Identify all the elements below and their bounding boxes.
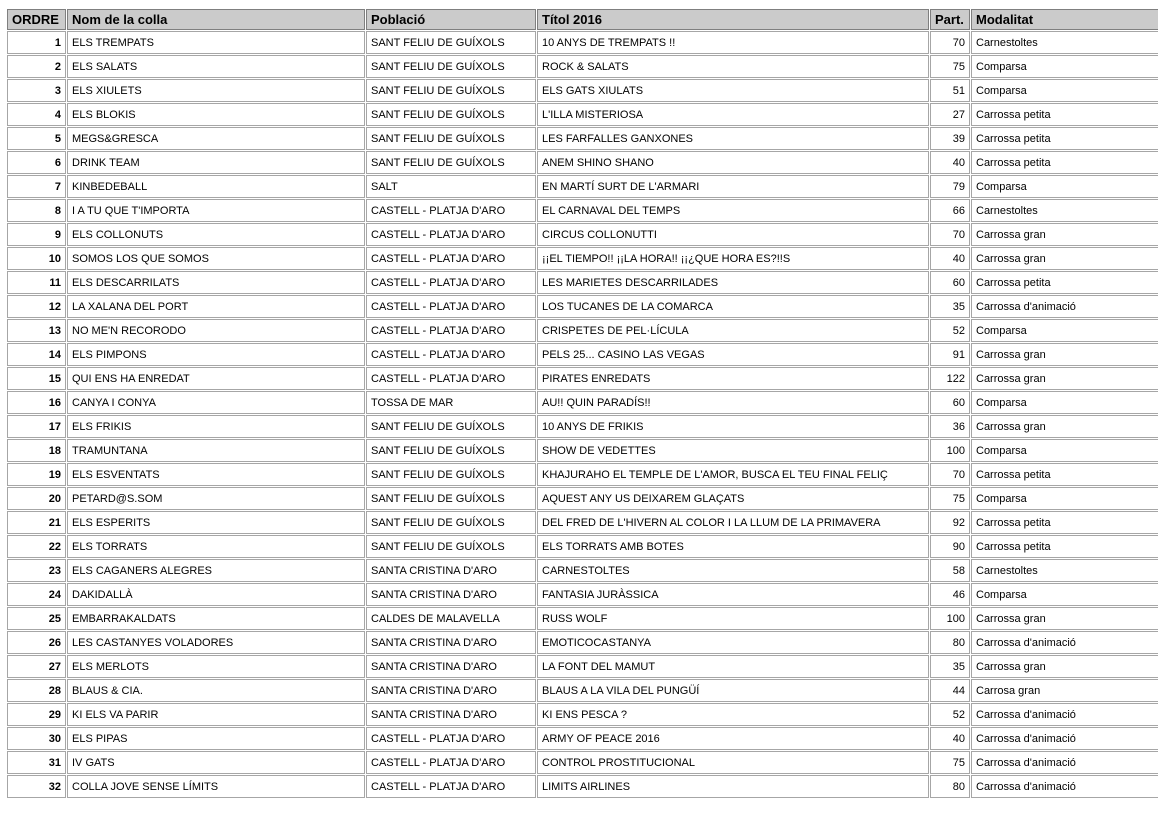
cell-nom: SOMOS LOS QUE SOMOS <box>67 247 365 270</box>
cell-titol: KI ENS PESCA ? <box>537 703 929 726</box>
cell-nom: MEGS&GRESCA <box>67 127 365 150</box>
cell-modalitat: Carnestoltes <box>971 559 1158 582</box>
cell-modalitat: Comparsa <box>971 487 1158 510</box>
cell-ordre: 17 <box>7 415 66 438</box>
cell-part: 58 <box>930 559 970 582</box>
cell-nom: KINBEDEBALL <box>67 175 365 198</box>
cell-modalitat: Comparsa <box>971 319 1158 342</box>
cell-modalitat: Carrossa petita <box>971 511 1158 534</box>
cell-part: 90 <box>930 535 970 558</box>
table-row <box>7 535 1158 558</box>
cell-modalitat: Comparsa <box>971 583 1158 606</box>
cell-modalitat: Carrossa petita <box>971 127 1158 150</box>
cell-nom: LA XALANA DEL PORT <box>67 295 365 318</box>
column-header-poblacio: Població <box>366 9 536 30</box>
cell-modalitat: Carrossa d'animació <box>971 295 1158 318</box>
table-row <box>7 31 1158 54</box>
table-body <box>7 31 1158 798</box>
cell-poblacio: SANT FELIU DE GUÍXOLS <box>366 511 536 534</box>
cell-poblacio: SANT FELIU DE GUÍXOLS <box>366 127 536 150</box>
column-header-ordre: ORDRE <box>7 9 66 30</box>
table-row <box>7 367 1158 390</box>
cell-titol: ARMY OF PEACE 2016 <box>537 727 929 750</box>
table-row <box>7 607 1158 630</box>
cell-modalitat: Comparsa <box>971 79 1158 102</box>
cell-titol: BLAUS A LA VILA DEL PUNGÜÍ <box>537 679 929 702</box>
cell-modalitat: Carrossa gran <box>971 415 1158 438</box>
cell-part: 75 <box>930 487 970 510</box>
cell-ordre: 26 <box>7 631 66 654</box>
cell-ordre: 21 <box>7 511 66 534</box>
cell-modalitat: Comparsa <box>971 175 1158 198</box>
cell-poblacio: SANT FELIU DE GUÍXOLS <box>366 31 536 54</box>
cell-nom: NO ME'N RECORODO <box>67 319 365 342</box>
cell-poblacio: SANT FELIU DE GUÍXOLS <box>366 79 536 102</box>
cell-nom: ELS TORRATS <box>67 535 365 558</box>
cell-modalitat: Carrossa petita <box>971 103 1158 126</box>
table-row <box>7 631 1158 654</box>
cell-modalitat: Carrossa d'animació <box>971 751 1158 774</box>
table-row <box>7 679 1158 702</box>
cell-part: 80 <box>930 631 970 654</box>
cell-titol: EMOTICOCASTANYA <box>537 631 929 654</box>
cell-poblacio: SANTA CRISTINA D'ARO <box>366 583 536 606</box>
table-row <box>7 271 1158 294</box>
cell-titol: LA FONT DEL MAMUT <box>537 655 929 678</box>
cell-titol: AU!! QUIN PARADÍS!! <box>537 391 929 414</box>
cell-nom: ELS COLLONUTS <box>67 223 365 246</box>
cell-modalitat: Carnestoltes <box>971 199 1158 222</box>
cell-poblacio: CASTELL - PLATJA D'ARO <box>366 727 536 750</box>
cell-part: 70 <box>930 31 970 54</box>
cell-ordre: 23 <box>7 559 66 582</box>
cell-titol: CRISPETES DE PEL·LÍCULA <box>537 319 929 342</box>
cell-part: 40 <box>930 247 970 270</box>
table-row <box>7 655 1158 678</box>
cell-modalitat: Carrossa petita <box>971 151 1158 174</box>
cell-ordre: 32 <box>7 775 66 798</box>
table-row <box>7 727 1158 750</box>
cell-modalitat: Carrossa gran <box>971 655 1158 678</box>
cell-poblacio: CASTELL - PLATJA D'ARO <box>366 343 536 366</box>
table-row <box>7 295 1158 318</box>
table-row <box>7 415 1158 438</box>
cell-nom: DAKIDALLÀ <box>67 583 365 606</box>
table-row <box>7 223 1158 246</box>
cell-part: 35 <box>930 295 970 318</box>
cell-ordre: 8 <box>7 199 66 222</box>
cell-poblacio: CASTELL - PLATJA D'ARO <box>366 271 536 294</box>
column-header-modalitat: Modalitat <box>971 9 1158 30</box>
table-row <box>7 583 1158 606</box>
cell-nom: ELS ESVENTATS <box>67 463 365 486</box>
cell-titol: CARNESTOLTES <box>537 559 929 582</box>
cell-ordre: 29 <box>7 703 66 726</box>
cell-nom: I A TU QUE T'IMPORTA <box>67 199 365 222</box>
cell-part: 40 <box>930 727 970 750</box>
cell-nom: BLAUS & CIA. <box>67 679 365 702</box>
table-row <box>7 463 1158 486</box>
cell-part: 51 <box>930 79 970 102</box>
cell-part: 40 <box>930 151 970 174</box>
cell-titol: CONTROL PROSTITUCIONAL <box>537 751 929 774</box>
cell-nom: ELS ESPERITS <box>67 511 365 534</box>
table-row <box>7 151 1158 174</box>
cell-titol: LIMITS AIRLINES <box>537 775 929 798</box>
cell-modalitat: Comparsa <box>971 439 1158 462</box>
table-row <box>7 751 1158 774</box>
cell-ordre: 13 <box>7 319 66 342</box>
cell-ordre: 30 <box>7 727 66 750</box>
cell-ordre: 9 <box>7 223 66 246</box>
cell-poblacio: SANTA CRISTINA D'ARO <box>366 679 536 702</box>
cell-nom: KI ELS VA PARIR <box>67 703 365 726</box>
column-header-nom: Nom de la colla <box>67 9 365 30</box>
cell-nom: ELS SALATS <box>67 55 365 78</box>
table-row <box>7 55 1158 78</box>
cell-titol: RUSS WOLF <box>537 607 929 630</box>
cell-modalitat: Carrossa gran <box>971 247 1158 270</box>
cell-poblacio: SANT FELIU DE GUÍXOLS <box>366 103 536 126</box>
cell-part: 122 <box>930 367 970 390</box>
colles-carnaval-table <box>6 8 1158 799</box>
cell-modalitat: Carrossa gran <box>971 607 1158 630</box>
cell-ordre: 6 <box>7 151 66 174</box>
cell-nom: ELS DESCARRILATS <box>67 271 365 294</box>
cell-modalitat: Carrosa gran <box>971 679 1158 702</box>
cell-nom: QUI ENS HA ENREDAT <box>67 367 365 390</box>
cell-poblacio: SANTA CRISTINA D'ARO <box>366 655 536 678</box>
cell-nom: COLLA JOVE SENSE LÍMITS <box>67 775 365 798</box>
cell-titol: 10 ANYS DE FRIKIS <box>537 415 929 438</box>
cell-part: 75 <box>930 751 970 774</box>
cell-poblacio: TOSSA DE MAR <box>366 391 536 414</box>
cell-modalitat: Carrossa d'animació <box>971 703 1158 726</box>
cell-part: 46 <box>930 583 970 606</box>
cell-titol: ELS TORRATS AMB BOTES <box>537 535 929 558</box>
table-row <box>7 127 1158 150</box>
cell-ordre: 11 <box>7 271 66 294</box>
cell-modalitat: Carrossa petita <box>971 271 1158 294</box>
table-head <box>7 9 1158 30</box>
cell-ordre: 19 <box>7 463 66 486</box>
cell-ordre: 12 <box>7 295 66 318</box>
cell-ordre: 18 <box>7 439 66 462</box>
cell-poblacio: SANT FELIU DE GUÍXOLS <box>366 463 536 486</box>
cell-nom: ELS BLOKIS <box>67 103 365 126</box>
table-row <box>7 439 1158 462</box>
cell-ordre: 3 <box>7 79 66 102</box>
cell-part: 60 <box>930 391 970 414</box>
cell-titol: AQUEST ANY US DEIXAREM GLAÇATS <box>537 487 929 510</box>
cell-ordre: 27 <box>7 655 66 678</box>
cell-ordre: 22 <box>7 535 66 558</box>
cell-modalitat: Comparsa <box>971 55 1158 78</box>
cell-nom: ELS XIULETS <box>67 79 365 102</box>
table-row <box>7 103 1158 126</box>
cell-part: 79 <box>930 175 970 198</box>
cell-part: 66 <box>930 199 970 222</box>
cell-nom: ELS MERLOTS <box>67 655 365 678</box>
cell-part: 91 <box>930 343 970 366</box>
cell-poblacio: CASTELL - PLATJA D'ARO <box>366 295 536 318</box>
cell-modalitat: Carrossa petita <box>971 463 1158 486</box>
cell-poblacio: SANT FELIU DE GUÍXOLS <box>366 151 536 174</box>
column-header-titol: Títol 2016 <box>537 9 929 30</box>
column-header-part: Part. <box>930 9 970 30</box>
cell-part: 100 <box>930 439 970 462</box>
cell-poblacio: CALDES DE MALAVELLA <box>366 607 536 630</box>
cell-part: 52 <box>930 319 970 342</box>
cell-titol: ROCK & SALATS <box>537 55 929 78</box>
cell-ordre: 10 <box>7 247 66 270</box>
cell-titol: CIRCUS COLLONUTTI <box>537 223 929 246</box>
cell-titol: LES FARFALLES GANXONES <box>537 127 929 150</box>
cell-titol: 10 ANYS DE TREMPATS !! <box>537 31 929 54</box>
cell-titol: KHAJURAHO EL TEMPLE DE L'AMOR, BUSCA EL TEU FINAL FELIÇ <box>537 463 929 486</box>
cell-poblacio: SANTA CRISTINA D'ARO <box>366 631 536 654</box>
cell-ordre: 7 <box>7 175 66 198</box>
cell-nom: EMBARRAKALDATS <box>67 607 365 630</box>
cell-modalitat: Carrossa gran <box>971 343 1158 366</box>
table-row <box>7 343 1158 366</box>
table-row <box>7 199 1158 222</box>
cell-poblacio: SANT FELIU DE GUÍXOLS <box>366 535 536 558</box>
cell-part: 100 <box>930 607 970 630</box>
table-row <box>7 559 1158 582</box>
cell-titol: LOS TUCANES DE LA COMARCA <box>537 295 929 318</box>
cell-nom: PETARD@S.SOM <box>67 487 365 510</box>
cell-part: 35 <box>930 655 970 678</box>
cell-nom: ELS CAGANERS ALEGRES <box>67 559 365 582</box>
cell-ordre: 4 <box>7 103 66 126</box>
cell-modalitat: Carrossa petita <box>971 535 1158 558</box>
cell-titol: SHOW DE VEDETTES <box>537 439 929 462</box>
cell-nom: ELS TREMPATS <box>67 31 365 54</box>
table-row <box>7 319 1158 342</box>
cell-modalitat: Carnestoltes <box>971 31 1158 54</box>
cell-part: 80 <box>930 775 970 798</box>
table-row <box>7 703 1158 726</box>
cell-titol: FANTASIA JURÀSSICA <box>537 583 929 606</box>
cell-titol: PELS 25... CASINO LAS VEGAS <box>537 343 929 366</box>
cell-poblacio: SANTA CRISTINA D'ARO <box>366 703 536 726</box>
cell-titol: L'ILLA MISTERIOSA <box>537 103 929 126</box>
cell-titol: EL CARNAVAL DEL TEMPS <box>537 199 929 222</box>
cell-poblacio: SANT FELIU DE GUÍXOLS <box>366 487 536 510</box>
cell-modalitat: Carrossa d'animació <box>971 631 1158 654</box>
table-row <box>7 175 1158 198</box>
cell-titol: PIRATES ENREDATS <box>537 367 929 390</box>
cell-modalitat: Carrossa d'animació <box>971 775 1158 798</box>
cell-nom: ELS FRIKIS <box>67 415 365 438</box>
cell-part: 44 <box>930 679 970 702</box>
cell-poblacio: CASTELL - PLATJA D'ARO <box>366 247 536 270</box>
cell-part: 75 <box>930 55 970 78</box>
cell-part: 27 <box>930 103 970 126</box>
cell-modalitat: Carrossa gran <box>971 367 1158 390</box>
cell-titol: ANEM SHINO SHANO <box>537 151 929 174</box>
cell-poblacio: CASTELL - PLATJA D'ARO <box>366 223 536 246</box>
cell-modalitat: Carrossa gran <box>971 223 1158 246</box>
table-row <box>7 487 1158 510</box>
table-row <box>7 775 1158 798</box>
cell-poblacio: SANTA CRISTINA D'ARO <box>366 559 536 582</box>
cell-part: 70 <box>930 463 970 486</box>
cell-part: 36 <box>930 415 970 438</box>
cell-poblacio: SANT FELIU DE GUÍXOLS <box>366 55 536 78</box>
cell-poblacio: CASTELL - PLATJA D'ARO <box>366 775 536 798</box>
cell-poblacio: CASTELL - PLATJA D'ARO <box>366 199 536 222</box>
cell-ordre: 20 <box>7 487 66 510</box>
cell-ordre: 25 <box>7 607 66 630</box>
cell-part: 60 <box>930 271 970 294</box>
cell-modalitat: Carrossa d'animació <box>971 727 1158 750</box>
header-row <box>7 9 1158 30</box>
cell-poblacio: SANT FELIU DE GUÍXOLS <box>366 439 536 462</box>
cell-modalitat: Comparsa <box>971 391 1158 414</box>
cell-poblacio: CASTELL - PLATJA D'ARO <box>366 751 536 774</box>
cell-titol: LES MARIETES DESCARRILADES <box>537 271 929 294</box>
cell-ordre: 5 <box>7 127 66 150</box>
cell-ordre: 1 <box>7 31 66 54</box>
cell-part: 92 <box>930 511 970 534</box>
cell-ordre: 16 <box>7 391 66 414</box>
cell-part: 52 <box>930 703 970 726</box>
table-row <box>7 247 1158 270</box>
cell-titol: EN MARTÍ SURT DE L'ARMARI <box>537 175 929 198</box>
table-row <box>7 79 1158 102</box>
cell-nom: CANYA I CONYA <box>67 391 365 414</box>
table-row <box>7 391 1158 414</box>
cell-ordre: 24 <box>7 583 66 606</box>
cell-poblacio: CASTELL - PLATJA D'ARO <box>366 319 536 342</box>
cell-ordre: 2 <box>7 55 66 78</box>
cell-ordre: 15 <box>7 367 66 390</box>
cell-poblacio: CASTELL - PLATJA D'ARO <box>366 367 536 390</box>
cell-nom: ELS PIPAS <box>67 727 365 750</box>
cell-titol: ELS GATS XIULATS <box>537 79 929 102</box>
cell-ordre: 31 <box>7 751 66 774</box>
cell-titol: DEL FRED DE L'HIVERN AL COLOR I LA LLUM DE LA PRIMAVERA <box>537 511 929 534</box>
cell-nom: TRAMUNTANA <box>67 439 365 462</box>
cell-poblacio: SALT <box>366 175 536 198</box>
cell-part: 70 <box>930 223 970 246</box>
cell-nom: DRINK TEAM <box>67 151 365 174</box>
cell-part: 39 <box>930 127 970 150</box>
cell-nom: IV GATS <box>67 751 365 774</box>
table-row <box>7 511 1158 534</box>
cell-poblacio: SANT FELIU DE GUÍXOLS <box>366 415 536 438</box>
cell-titol: ¡¡EL TIEMPO!! ¡¡LA HORA!! ¡¡¿QUE HORA ES?!!S <box>537 247 929 270</box>
cell-nom: LES CASTANYES VOLADORES <box>67 631 365 654</box>
cell-nom: ELS PIMPONS <box>67 343 365 366</box>
cell-ordre: 28 <box>7 679 66 702</box>
cell-ordre: 14 <box>7 343 66 366</box>
